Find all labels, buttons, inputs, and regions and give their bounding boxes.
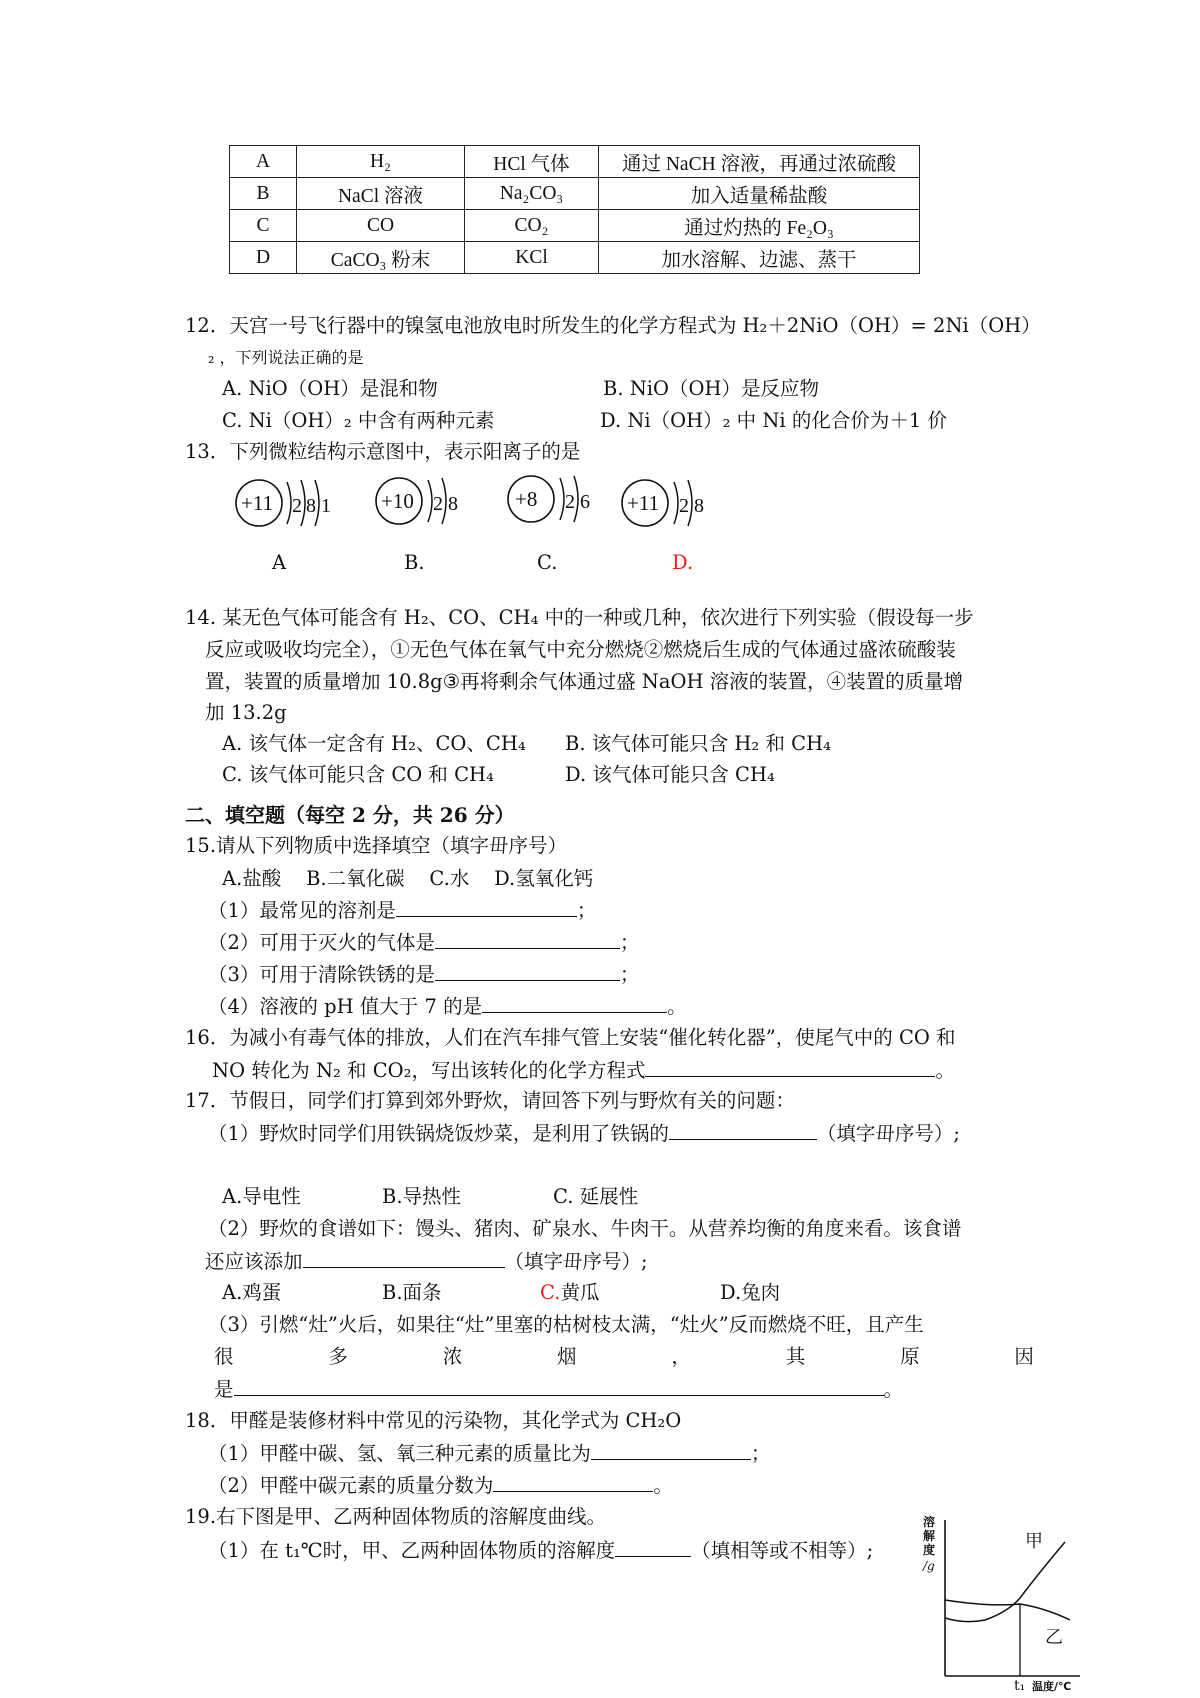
answer-blank[interactable] bbox=[303, 1248, 505, 1268]
punct: 。 bbox=[667, 995, 687, 1018]
punct: 。 bbox=[935, 1059, 955, 1082]
punct: 。 bbox=[653, 1474, 673, 1497]
answer-blank[interactable] bbox=[482, 993, 667, 1013]
spaced-char: 多 bbox=[328, 1345, 348, 1368]
q15-sub-3 bbox=[208, 961, 639, 988]
atom-label-a: A bbox=[272, 551, 287, 574]
shell-number: 8 bbox=[448, 493, 458, 515]
q14-line-1: 14. 某无色气体可能含有 H₂、CO、CH₄ 中的一种或几种，依次进行下列实验（假设每一步 bbox=[185, 606, 974, 629]
q17-sub-3-text: 是 bbox=[214, 1378, 234, 1401]
atom-diagrams bbox=[235, 466, 775, 546]
table-cell: H₂ bbox=[297, 146, 465, 178]
q17-s2-option: D.兔肉 bbox=[720, 1281, 781, 1304]
q16-line-2-text: NO 转化为 N₂ 和 CO₂，写出该转化的化学方程式 bbox=[212, 1059, 646, 1082]
y-axis-label-char: 溶 bbox=[923, 1515, 936, 1529]
nucleus-label: +10 bbox=[381, 489, 414, 513]
q14-line-3: 置，装置的质量增加 10.8g③再将剩余气体通过盛 NaOH 溶液的装置，④装置的质量增 bbox=[205, 670, 964, 693]
answer-blank[interactable] bbox=[396, 897, 577, 917]
table-cell: D bbox=[230, 242, 297, 274]
q15-options: A.盐酸 B.二氧化碳 C.水 D.氢氧化钙 bbox=[222, 867, 594, 890]
table-cell: B bbox=[230, 178, 297, 210]
q16-line-2 bbox=[212, 1057, 955, 1084]
q18-sub-2 bbox=[208, 1472, 673, 1499]
spaced-char: ， bbox=[671, 1345, 691, 1368]
q15-sub-4 bbox=[208, 993, 687, 1020]
shell-number: 8 bbox=[694, 495, 704, 517]
spaced-char: 其 bbox=[785, 1345, 806, 1368]
answer-blank[interactable] bbox=[493, 1472, 653, 1492]
series-yi-curve bbox=[945, 1600, 1070, 1620]
q12-stem: 12．天宫一号飞行器中的镍氢电池放电时所发生的化学方程式为 H₂＋2NiO（OH）= 2Ni（OH） bbox=[185, 314, 1041, 337]
option-text: 黄瓜 bbox=[560, 1281, 600, 1304]
nucleus-label: +11 bbox=[627, 491, 660, 515]
shell-number: 8 bbox=[306, 495, 316, 517]
q17-sub-3-line-3 bbox=[214, 1376, 903, 1403]
answer-blank[interactable] bbox=[669, 1120, 817, 1140]
q14-option-b: B. 该气体可能只含 H₂ 和 CH₄ bbox=[565, 732, 831, 755]
atom-diagram-a bbox=[236, 480, 331, 526]
spaced-char: 因 bbox=[1014, 1345, 1034, 1368]
series-yi-label: 乙 bbox=[1045, 1627, 1063, 1648]
table-cell: CaCO₃ 粉末 bbox=[297, 242, 465, 274]
answer-blank[interactable] bbox=[435, 929, 620, 949]
q12-stem-cont: ₂ ，下列说法正确的是 bbox=[208, 348, 364, 367]
atom-label-d: D. bbox=[672, 551, 694, 574]
hint: （填相等或不相等）; bbox=[691, 1539, 874, 1562]
shell-number: 2 bbox=[565, 491, 575, 513]
atom-diagram-b bbox=[376, 478, 458, 524]
table-cell: NaCl 溶液 bbox=[297, 178, 465, 210]
separation-table bbox=[229, 145, 920, 274]
hint: （填字毌序号）; bbox=[816, 1122, 960, 1145]
q15-sub-2 bbox=[208, 929, 639, 956]
punct: ； bbox=[619, 931, 640, 954]
q12-option-a: A. NiO（OH）是混和物 bbox=[222, 377, 438, 400]
nucleus-label: +11 bbox=[241, 491, 274, 515]
q17-sub-2-text: 还应该添加 bbox=[205, 1250, 303, 1273]
nucleus-label: +8 bbox=[515, 487, 538, 511]
punct: ； bbox=[750, 1442, 771, 1465]
q14-line-4: 加 13.2g bbox=[205, 701, 287, 724]
solubility-chart bbox=[920, 1512, 1092, 1692]
shell-number: 1 bbox=[321, 495, 331, 517]
y-axis-label-char: /g bbox=[923, 1559, 935, 1573]
shell-number: 2 bbox=[433, 493, 443, 515]
q13-stem: 13．下列微粒结构示意图中，表示阳离子的是 bbox=[185, 440, 581, 463]
q17-sub-2-line-2 bbox=[205, 1248, 648, 1275]
hint: （填字毌序号）; bbox=[504, 1250, 648, 1273]
q15-sub-2-text: （2）可用于灭火的气体是 bbox=[208, 931, 435, 954]
q15-sub-4-text: （4）溶液的 pH 值大于 7 的是 bbox=[208, 995, 483, 1018]
punct: 。 bbox=[883, 1378, 904, 1401]
punct: ； bbox=[619, 963, 640, 986]
q14-option-a: A. 该气体一定含有 H₂、CO、CH₄ bbox=[222, 732, 526, 755]
q18-stem: 18．甲醛是装修材料中常见的污染物，其化学式为 CH₂O bbox=[185, 1409, 682, 1432]
q12-option-c: C. Ni（OH）₂ 中含有两种元素 bbox=[222, 409, 495, 432]
q12-option-d: D. Ni（OH）₂ 中 Ni 的化合价为＋1 价 bbox=[600, 409, 947, 432]
q17-s2-option: A.鸡蛋 bbox=[222, 1281, 282, 1304]
atom-diagram-d bbox=[622, 480, 704, 526]
q18-sub-1 bbox=[208, 1440, 770, 1467]
table-cell: 通过 NaCH 溶液，再通过浓硫酸 bbox=[599, 146, 920, 178]
q18-sub-2-text: （2）甲醛中碳元素的质量分数为 bbox=[208, 1474, 494, 1497]
x-tick-t1: t₁ bbox=[1014, 1678, 1026, 1692]
punct: ； bbox=[576, 899, 597, 922]
spaced-char: 很 bbox=[214, 1345, 234, 1368]
spaced-char: 原 bbox=[900, 1345, 920, 1368]
table-cell: 加入适量稀盐酸 bbox=[599, 178, 920, 210]
q17-s1-option: A.导电性 bbox=[222, 1185, 301, 1208]
table-cell: A bbox=[230, 146, 297, 178]
q17-sub-3-line-2 bbox=[214, 1344, 1034, 1370]
answer-blank[interactable] bbox=[435, 961, 620, 981]
q19-sub-1-text: （1）在 t₁℃时，甲、乙两种固体物质的溶解度 bbox=[208, 1539, 616, 1562]
q14-option-d: D. 该气体可能只含 CH₄ bbox=[565, 763, 775, 786]
table-cell: HCl 气体 bbox=[465, 146, 599, 178]
series-jia-curve bbox=[945, 1542, 1065, 1622]
table-cell: 加水溶解、边滤、蒸干 bbox=[599, 242, 920, 274]
q17-sub-1 bbox=[208, 1120, 960, 1147]
table-cell: KCl bbox=[465, 242, 599, 274]
table-row bbox=[230, 242, 920, 274]
q17-stem: 17．节假日，同学们打算到郊外野炊，请回答下列与野炊有关的问题： bbox=[185, 1089, 795, 1112]
table-row bbox=[230, 146, 920, 178]
answer-blank[interactable] bbox=[591, 1440, 751, 1460]
table-cell: CO bbox=[297, 210, 465, 242]
q17-s1-option: C. 延展性 bbox=[553, 1185, 639, 1208]
q17-s2-option: B.面条 bbox=[382, 1281, 442, 1304]
shell-number: 2 bbox=[679, 495, 689, 517]
y-axis-label-char: 度 bbox=[923, 1543, 936, 1557]
spaced-char: 烟 bbox=[557, 1345, 577, 1368]
table-row bbox=[230, 210, 920, 242]
atom-diagram-c bbox=[508, 476, 590, 522]
table-cell: CO₂ bbox=[465, 210, 599, 242]
q14-line-2: 反应或吸收均完全），①无色气体在氧气中充分燃烧②燃烧后生成的气体通过盛浓硫酸装 bbox=[205, 638, 956, 661]
atom-label-b: B. bbox=[404, 551, 425, 574]
table-cell: C bbox=[230, 210, 297, 242]
q17-sub-2-line-1: （2）野炊的食谱如下：馒头、猪肉、矿泉水、牛肉干。从营养均衡的角度来看。该食谱 bbox=[208, 1217, 962, 1240]
answer-blank[interactable] bbox=[645, 1057, 935, 1077]
q17-s2-option bbox=[540, 1280, 599, 1306]
series-jia-label: 甲 bbox=[1025, 1531, 1043, 1552]
q15-sub-3-text: （3）可用于清除铁锈的是 bbox=[208, 963, 435, 986]
q17-sub-1-text: （1）野炊时同学们用铁锅烧饭炒菜，是利用了铁锅的 bbox=[208, 1122, 669, 1145]
spaced-char: 浓 bbox=[442, 1345, 463, 1368]
answer-blank[interactable] bbox=[234, 1376, 884, 1396]
table-cell: Na₂CO₃ bbox=[465, 178, 599, 210]
y-axis-label-char: 解 bbox=[923, 1529, 936, 1543]
shell-number: 2 bbox=[292, 495, 302, 517]
q15-sub-1-text: （1）最常见的溶剂是 bbox=[208, 899, 396, 922]
option-letter: C. bbox=[540, 1281, 561, 1304]
table-cell: 通过灼热的 Fe₂O₃ bbox=[599, 210, 920, 242]
q17-s1-option: B.导热性 bbox=[382, 1185, 462, 1208]
x-axis-label: 温度/℃ bbox=[1032, 1680, 1072, 1692]
q12-option-b: B. NiO（OH）是反应物 bbox=[603, 377, 820, 400]
shell-number: 6 bbox=[580, 491, 590, 513]
answer-blank[interactable] bbox=[615, 1537, 691, 1557]
q15-sub-1 bbox=[208, 897, 596, 924]
q19-stem: 19.右下图是甲、乙两种固体物质的溶解度曲线。 bbox=[185, 1505, 607, 1528]
q16-line-1: 16．为减小有毒气体的排放，人们在汽车排气管上安装“催化转化器”，使尾气中的 CO 和 bbox=[185, 1026, 956, 1049]
q14-option-c: C. 该气体可能只含 CO 和 CH₄ bbox=[222, 763, 494, 786]
table-row bbox=[230, 178, 920, 210]
q19-sub-1 bbox=[208, 1537, 873, 1564]
q17-sub-3-line-1: （3）引燃“灶”火后，如果往“灶”里塞的枯树枝太满，“灶火”反而燃烧不旺，且产生 bbox=[208, 1313, 924, 1336]
q18-sub-1-text: （1）甲醛中碳、氢、氧三种元素的质量比为 bbox=[208, 1442, 591, 1465]
q15-stem: 15.请从下列物质中选择填空（填字毌序号） bbox=[185, 834, 568, 857]
section-title: 二、填空题（每空 2 分，共 26 分） bbox=[185, 803, 515, 827]
atom-label-c: C. bbox=[537, 551, 558, 574]
